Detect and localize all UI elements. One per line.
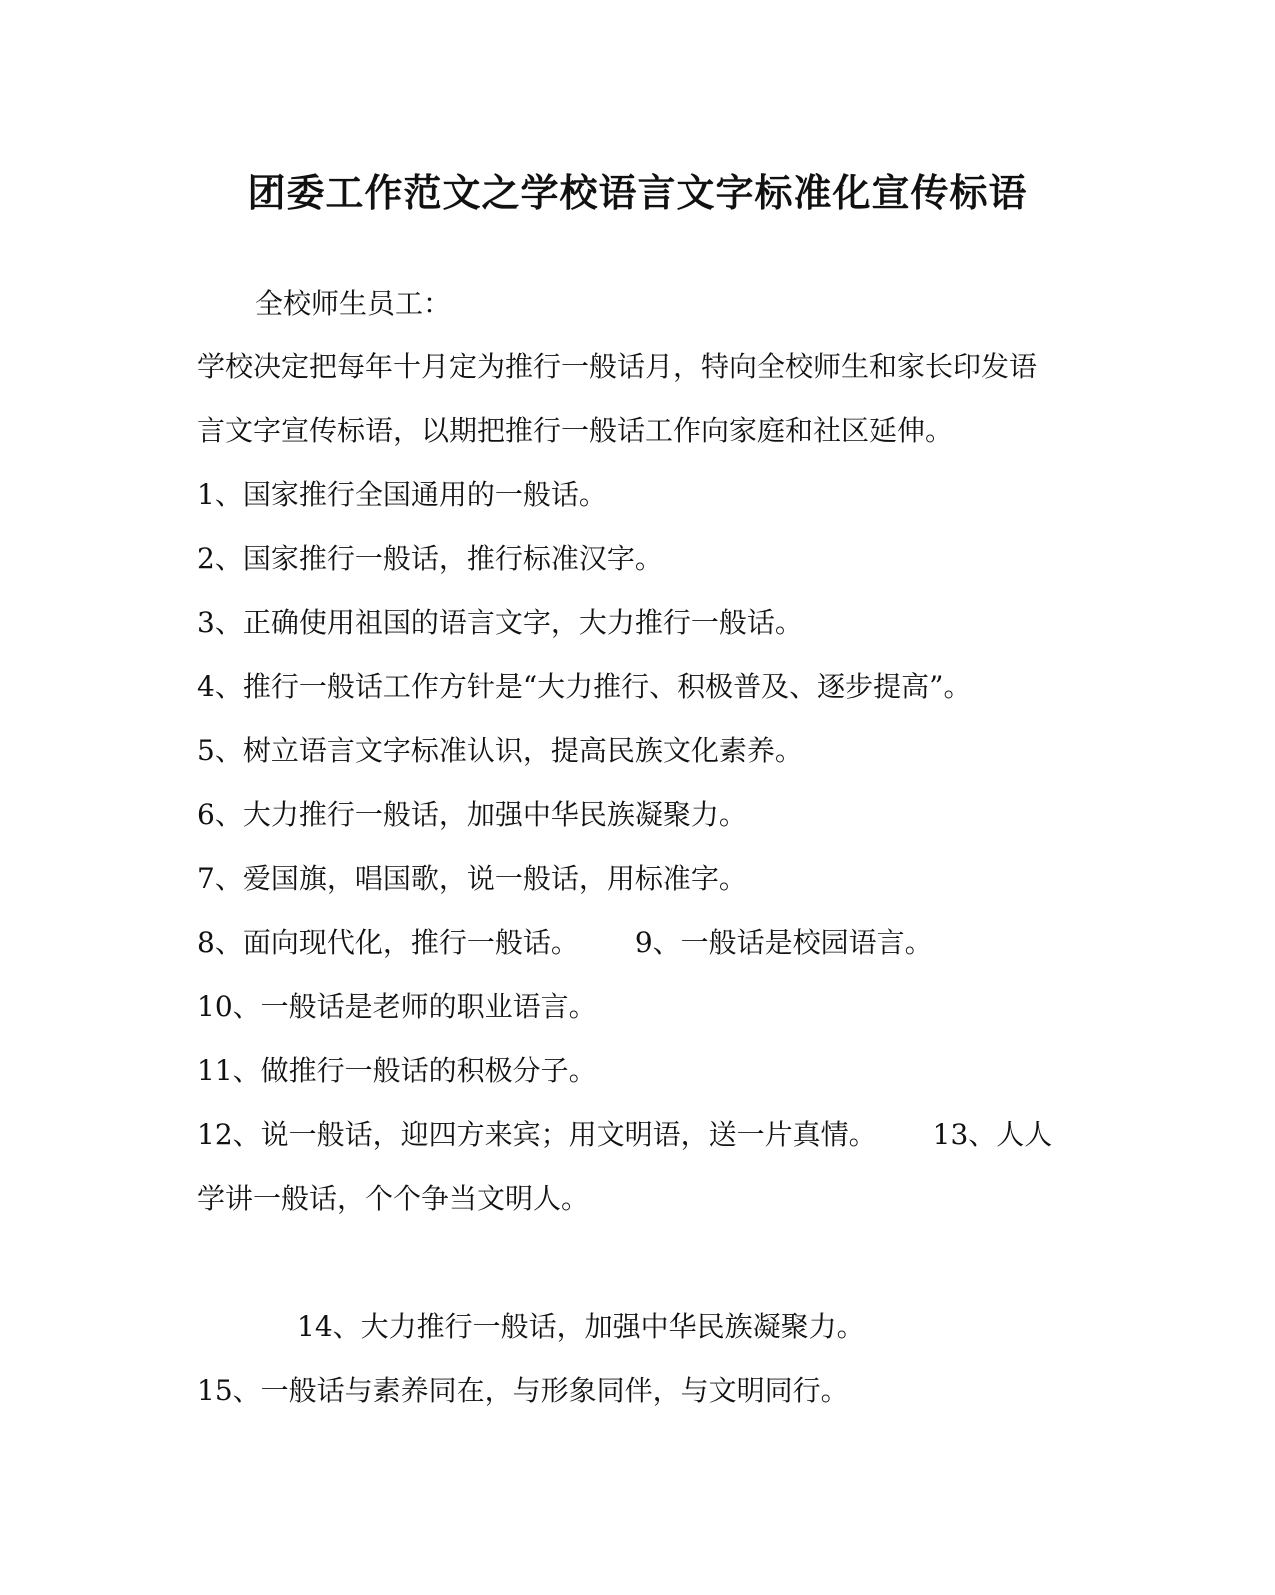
intro-line-2: 言文字宣传标语，以期把推行一般话工作向家庭和社区延伸。 [197,414,954,447]
document-title: 团委工作范文之学校语言文字标准化宣传标语 [247,170,1028,215]
slogan-item-5: 5、树立语言文字标准认识，提高民族文化素养。 [197,734,803,767]
slogan-item-9: 9、一般话是校园语言。 [634,926,933,959]
slogan-item-14: 14、大力推行一般话，加强中华民族凝聚力。 [297,1310,865,1343]
slogan-line-8-9 [197,923,933,963]
slogan-item-12: 12、说一般话，迎四方来宾；用文明语，送一片真情。 [197,1118,877,1151]
slogan-item-2: 2、国家推行一般话，推行标准汉字。 [197,542,663,575]
slogan-item-1: 1、国家推行全国通用的一般话。 [197,478,607,511]
slogan-item-3: 3、正确使用祖国的语言文字，大力推行一般话。 [197,606,803,639]
slogan-line-12-13 [197,1115,1052,1155]
slogan-item-6: 6、大力推行一般话，加强中华民族凝聚力。 [197,798,747,831]
greeting: 全校师生员工： [255,287,452,320]
intro-line-1: 学校决定把每年十月定为推行一般话月，特向全校师生和家长印发语 [197,350,1038,383]
slogan-item-8: 8、面向现代化，推行一般话。 [197,926,579,959]
slogan-item-11: 11、做推行一般话的积极分子。 [197,1054,597,1087]
slogan-item-7: 7、爱国旗，唱国歌，说一般话，用标准字。 [197,862,747,895]
slogan-item-4: 4、推行一般话工作方针是“大力推行、积极普及、逐步提高”。 [197,670,972,703]
slogan-item-13-start: 13、人人 [932,1118,1053,1151]
slogan-item-15: 15、一般话与素养同在，与形象同伴，与文明同行。 [197,1374,849,1407]
slogan-item-10: 10、一般话是老师的职业语言。 [197,990,597,1023]
slogan-item-13-end: 学讲一般话，个个争当文明人。 [197,1182,590,1215]
